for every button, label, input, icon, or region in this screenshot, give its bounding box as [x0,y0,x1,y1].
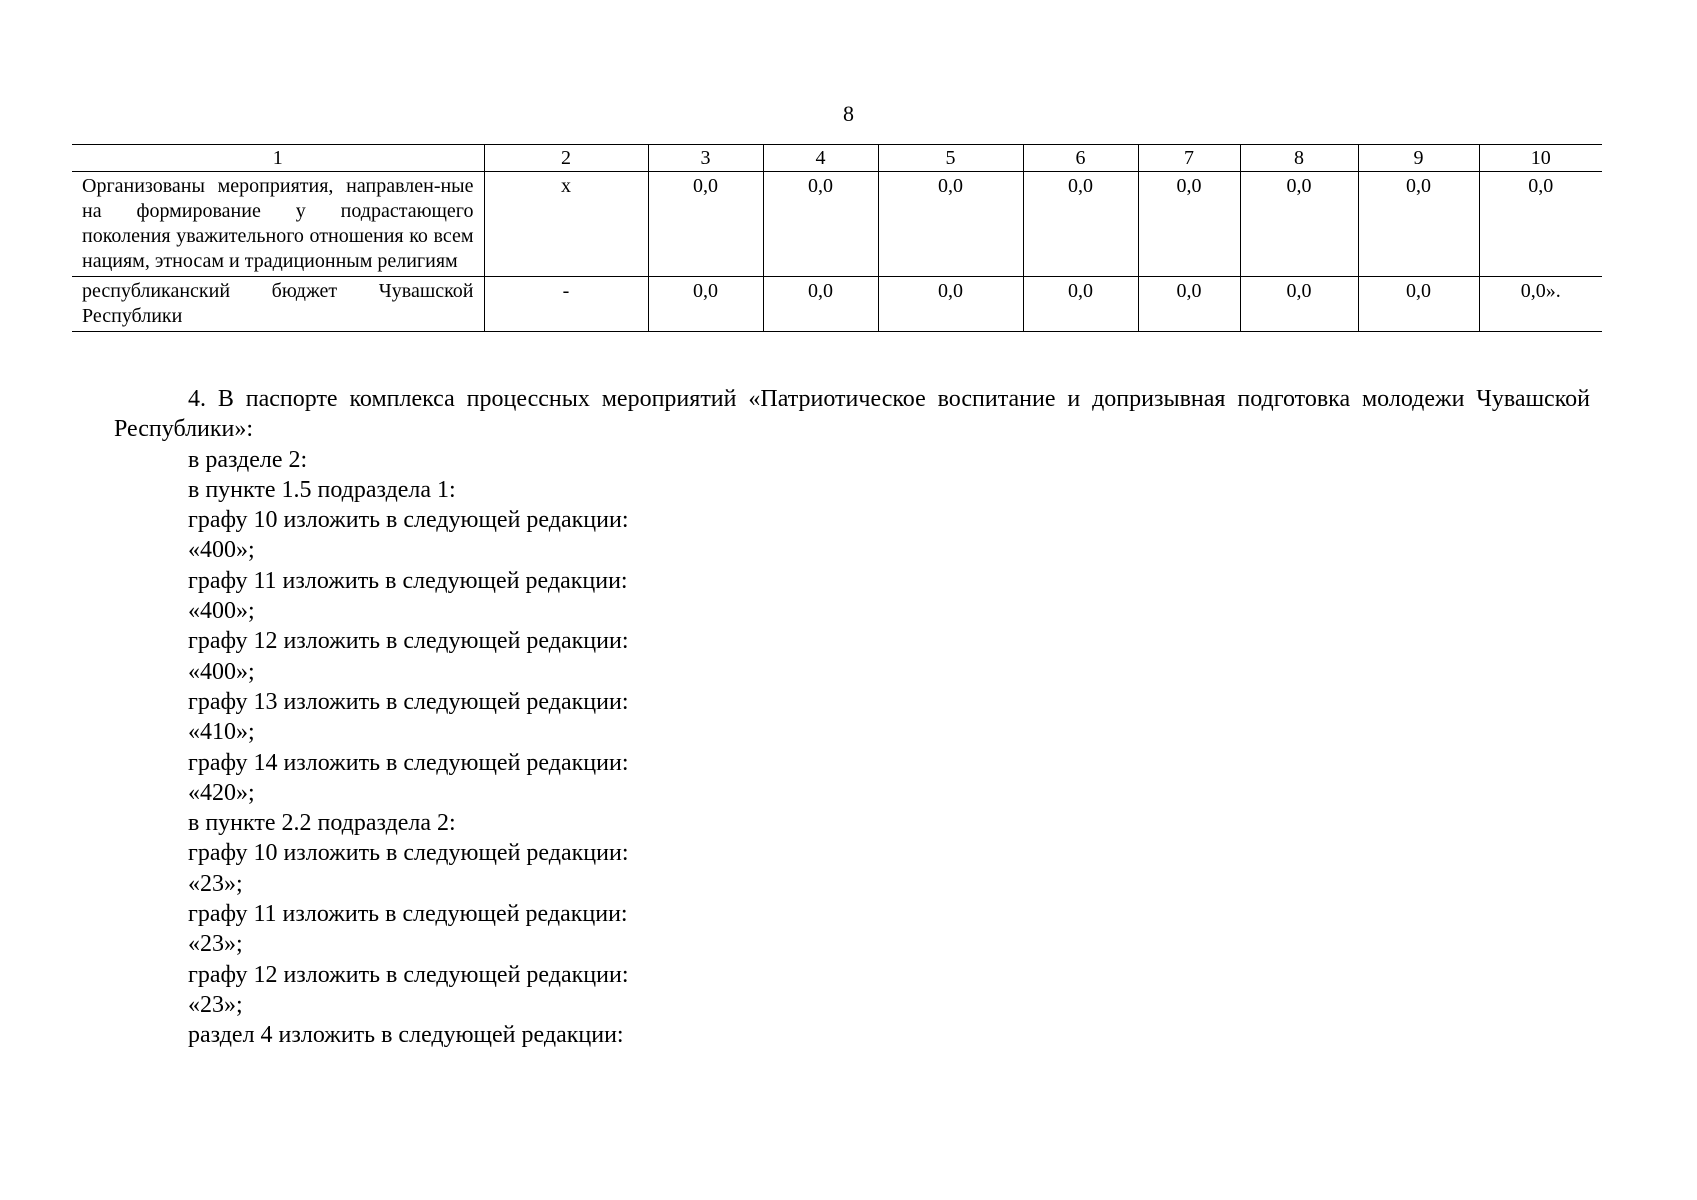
intro-paragraph: 4. В паспорте комплекса процессных мероприятий «Патриотическое воспитание и допризывная подготовка молодежи Чувашской Республики»: [114,386,1590,443]
body-line: графу 10 изложить в следующей редакции: [188,507,629,534]
table-cell: 0,0 [878,277,1023,332]
row-name-cell: Организованы мероприятия, направлен-ные на формирование у подрастающего поколения уважительного отношения ко всем нациям, этносам и традиционным религиям [72,172,484,277]
column-header: 2 [484,145,648,172]
body-line: графу 10 изложить в следующей редакции: [188,840,629,867]
table-cell: 0,0 [1358,172,1479,277]
table-cell: 0,0 [648,172,763,277]
table-cell: 0,0 [878,172,1023,277]
body-line: в разделе 2: [188,446,308,473]
body-line: графу 11 изложить в следующей редакции: [188,901,628,928]
body-line: «400»; [188,598,255,625]
column-header: 8 [1240,145,1358,172]
body-line: в пункте 1.5 подраздела 1: [188,476,456,503]
body-line: графу 11 изложить в следующей редакции: [188,567,628,594]
body-line: «420»; [188,779,255,806]
table-cell: х [484,172,648,277]
row-name-cell: республиканский бюджет Чувашской Республики [72,277,484,332]
data-table [72,144,1602,332]
table-cell: 0,0 [1358,277,1479,332]
body-line: графу 12 изложить в следующей редакции: [188,961,629,988]
table-row [72,172,1602,277]
body-line: графу 12 изложить в следующей редакции: [188,628,629,655]
column-header: 9 [1358,145,1479,172]
body-line: графу 13 изложить в следующей редакции: [188,688,629,715]
column-header: 10 [1479,145,1602,172]
table-cell: 0,0 [763,172,878,277]
table-cell: 0,0 [1138,277,1240,332]
column-header: 1 [72,145,484,172]
column-header: 3 [648,145,763,172]
document-body [114,384,1590,1051]
column-header: 7 [1138,145,1240,172]
page-number: 8 [843,101,854,126]
body-line: «23»; [188,870,243,897]
column-header: 6 [1023,145,1138,172]
body-line: «400»; [188,537,255,564]
body-line: раздел 4 изложить в следующей редакции: [188,1022,624,1049]
table-cell: 0,0 [763,277,878,332]
table-cell: - [484,277,648,332]
table-cell: 0,0 [648,277,763,332]
table-cell: 0,0 [1023,277,1138,332]
table-cell: 0,0 [1240,172,1358,277]
body-line: в пункте 2.2 подраздела 2: [188,810,456,837]
column-header: 4 [763,145,878,172]
body-line: графу 14 изложить в следующей редакции: [188,749,629,776]
body-line: «400»; [188,658,255,685]
body-line: «410»; [188,719,255,746]
table-header-row [72,145,1602,172]
table-cell: 0,0 [1138,172,1240,277]
table-cell: 0,0 [1479,172,1602,277]
column-header: 5 [878,145,1023,172]
table-cell: 0,0 [1023,172,1138,277]
table-row [72,277,1602,332]
body-line: «23»; [188,931,243,958]
table-cell: 0,0 [1240,277,1358,332]
body-line: «23»; [188,991,243,1018]
table-cell: 0,0». [1479,277,1602,332]
